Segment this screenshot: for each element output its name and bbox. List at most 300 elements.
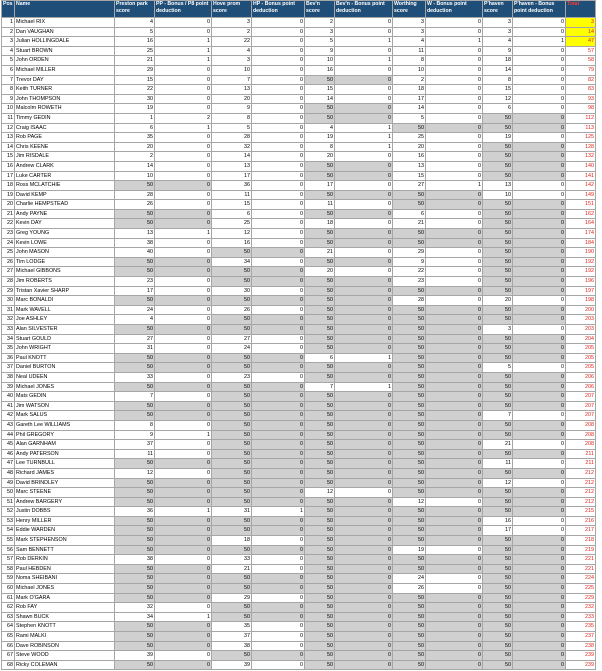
table-row[interactable] <box>2 46 596 56</box>
cell-worthing-score[interactable]: 5 <box>393 113 426 123</box>
cell-ph-score[interactable]: 20 <box>483 296 513 306</box>
cell-hp-bonus[interactable]: 0 <box>252 104 305 114</box>
cell-bev-bonus[interactable]: 0 <box>335 372 393 382</box>
cell-pp-score[interactable]: 50 <box>115 536 155 546</box>
cell-total[interactable]: 141 <box>566 171 596 181</box>
cell-pp-bonus[interactable]: 0 <box>155 94 212 104</box>
cell-w-bonus[interactable]: 0 <box>426 651 483 661</box>
cell-total[interactable]: 211 <box>566 449 596 459</box>
cell-hove-score[interactable]: 50 <box>212 411 252 421</box>
cell-pp-bonus[interactable]: 0 <box>155 632 212 642</box>
cell-name[interactable]: Rami MALKI <box>15 632 115 642</box>
cell-hp-bonus[interactable]: 0 <box>252 382 305 392</box>
cell-ph-score[interactable]: 19 <box>483 133 513 143</box>
cell-name[interactable]: Andrew BARGERY <box>15 497 115 507</box>
cell-bev-bonus[interactable]: 0 <box>335 190 393 200</box>
cell-ph-bonus[interactable]: 0 <box>513 171 566 181</box>
cell-ph-score[interactable]: 50 <box>483 209 513 219</box>
cell-pp-score[interactable]: 5 <box>115 27 155 37</box>
cell-worthing-score[interactable]: 10 <box>393 65 426 75</box>
cell-hp-bonus[interactable]: 0 <box>252 593 305 603</box>
cell-bev-score[interactable]: 50 <box>305 497 335 507</box>
cell-hp-bonus[interactable]: 0 <box>252 488 305 498</box>
table-row[interactable] <box>2 449 596 459</box>
cell-bev-bonus[interactable]: 0 <box>335 459 393 469</box>
cell-pp-bonus[interactable]: 0 <box>155 65 212 75</box>
cell-bev-score[interactable]: 7 <box>305 382 335 392</box>
cell-pos[interactable]: 45 <box>2 440 15 450</box>
cell-bev-bonus[interactable]: 1 <box>335 37 393 47</box>
cell-w-bonus[interactable]: 0 <box>426 516 483 526</box>
cell-ph-score[interactable]: 50 <box>483 660 513 670</box>
cell-ph-score[interactable]: 5 <box>483 363 513 373</box>
cell-total[interactable]: 200 <box>566 305 596 315</box>
table-row[interactable] <box>2 536 596 546</box>
cell-pp-score[interactable]: 22 <box>115 85 155 95</box>
cell-bev-score[interactable]: 50 <box>305 209 335 219</box>
cell-pp-bonus[interactable]: 0 <box>155 593 212 603</box>
cell-bev-score[interactable]: 50 <box>305 238 335 248</box>
cell-worthing-score[interactable]: 8 <box>393 56 426 66</box>
cell-pp-score[interactable]: 11 <box>115 449 155 459</box>
cell-pos[interactable]: 6 <box>2 65 15 75</box>
cell-pos[interactable]: 27 <box>2 267 15 277</box>
cell-bev-bonus[interactable]: 0 <box>335 641 393 651</box>
cell-w-bonus[interactable]: 0 <box>426 411 483 421</box>
table-row[interactable] <box>2 161 596 171</box>
cell-name[interactable]: Ross MCLATCHIE <box>15 181 115 191</box>
table-row[interactable] <box>2 555 596 565</box>
cell-ph-bonus[interactable]: 0 <box>513 660 566 670</box>
cell-ph-score[interactable]: 50 <box>483 267 513 277</box>
cell-ph-bonus[interactable]: 0 <box>513 152 566 162</box>
cell-name[interactable]: Alan GARNHAM <box>15 440 115 450</box>
cell-ph-bonus[interactable]: 0 <box>513 94 566 104</box>
cell-w-bonus[interactable]: 0 <box>426 190 483 200</box>
cell-total[interactable]: 149 <box>566 190 596 200</box>
cell-w-bonus[interactable]: 0 <box>426 536 483 546</box>
cell-hp-bonus[interactable]: 0 <box>252 459 305 469</box>
cell-hove-score[interactable]: 32 <box>212 142 252 152</box>
cell-hove-score[interactable]: 50 <box>212 420 252 430</box>
cell-w-bonus[interactable]: 1 <box>426 181 483 191</box>
cell-pp-score[interactable]: 16 <box>115 37 155 47</box>
cell-pp-score[interactable]: 4 <box>115 315 155 325</box>
cell-hove-score[interactable]: 50 <box>212 363 252 373</box>
cell-pp-bonus[interactable]: 0 <box>155 372 212 382</box>
table-row[interactable] <box>2 334 596 344</box>
cell-hp-bonus[interactable]: 0 <box>252 344 305 354</box>
cell-worthing-score[interactable]: 50 <box>393 238 426 248</box>
table-row[interactable] <box>2 545 596 555</box>
cell-w-bonus[interactable]: 0 <box>426 238 483 248</box>
cell-bev-score[interactable]: 50 <box>305 392 335 402</box>
cell-bev-score[interactable]: 50 <box>305 229 335 239</box>
cell-name[interactable]: Tim LODGE <box>15 257 115 267</box>
cell-worthing-score[interactable]: 50 <box>393 353 426 363</box>
cell-ph-bonus[interactable]: 0 <box>513 392 566 402</box>
cell-bev-bonus[interactable]: 0 <box>335 296 393 306</box>
cell-name[interactable]: John WRIGHT <box>15 344 115 354</box>
cell-bev-bonus[interactable]: 1 <box>335 382 393 392</box>
table-row[interactable] <box>2 325 596 335</box>
cell-worthing-score[interactable]: 50 <box>393 440 426 450</box>
cell-hp-bonus[interactable]: 0 <box>252 219 305 229</box>
cell-total[interactable]: 211 <box>566 459 596 469</box>
cell-name[interactable]: Joe ASHLEY <box>15 315 115 325</box>
cell-ph-score[interactable]: 50 <box>483 622 513 632</box>
cell-w-bonus[interactable]: 0 <box>426 75 483 85</box>
cell-name[interactable]: John ORDEN <box>15 56 115 66</box>
cell-pp-bonus[interactable]: 0 <box>155 401 212 411</box>
cell-hp-bonus[interactable]: 0 <box>252 257 305 267</box>
cell-hp-bonus[interactable]: 0 <box>252 315 305 325</box>
cell-hp-bonus[interactable]: 0 <box>252 190 305 200</box>
cell-ph-score[interactable]: 50 <box>483 315 513 325</box>
cell-worthing-score[interactable]: 50 <box>393 411 426 421</box>
cell-pos[interactable]: 5 <box>2 56 15 66</box>
cell-w-bonus[interactable]: 0 <box>426 641 483 651</box>
cell-hp-bonus[interactable]: 0 <box>252 632 305 642</box>
cell-total[interactable]: 212 <box>566 488 596 498</box>
cell-hove-score[interactable]: 11 <box>212 190 252 200</box>
cell-hp-bonus[interactable]: 0 <box>252 94 305 104</box>
cell-hp-bonus[interactable]: 0 <box>252 363 305 373</box>
cell-pos[interactable]: 23 <box>2 229 15 239</box>
cell-bev-score[interactable]: 50 <box>305 536 335 546</box>
cell-pos[interactable]: 2 <box>2 27 15 37</box>
cell-bev-score[interactable]: 50 <box>305 305 335 315</box>
cell-bev-bonus[interactable]: 0 <box>335 507 393 517</box>
cell-bev-bonus[interactable]: 0 <box>335 46 393 56</box>
cell-hp-bonus[interactable]: 0 <box>252 545 305 555</box>
cell-ph-score[interactable]: 10 <box>483 190 513 200</box>
cell-bev-score[interactable]: 50 <box>305 641 335 651</box>
cell-name[interactable]: Phil GREGORY <box>15 430 115 440</box>
cell-total[interactable]: 198 <box>566 296 596 306</box>
cell-worthing-score[interactable]: 50 <box>393 516 426 526</box>
cell-w-bonus[interactable]: 0 <box>426 152 483 162</box>
cell-pp-score[interactable]: 40 <box>115 248 155 258</box>
cell-worthing-score[interactable]: 50 <box>393 660 426 670</box>
cell-ph-score[interactable]: 9 <box>483 46 513 56</box>
cell-hove-score[interactable]: 24 <box>212 344 252 354</box>
cell-bev-score[interactable]: 50 <box>305 622 335 632</box>
cell-bev-bonus[interactable]: 0 <box>335 257 393 267</box>
col-header-total[interactable]: Total <box>566 1 596 18</box>
cell-hp-bonus[interactable]: 0 <box>252 401 305 411</box>
cell-worthing-score[interactable]: 50 <box>393 334 426 344</box>
cell-pos[interactable]: 1 <box>2 18 15 28</box>
cell-bev-bonus[interactable]: 0 <box>335 401 393 411</box>
cell-pp-bonus[interactable]: 0 <box>155 574 212 584</box>
cell-pp-bonus[interactable]: 0 <box>155 488 212 498</box>
table-row[interactable] <box>2 344 596 354</box>
cell-w-bonus[interactable]: 0 <box>426 171 483 181</box>
cell-name[interactable]: Rob FAY <box>15 603 115 613</box>
cell-bev-bonus[interactable]: 0 <box>335 564 393 574</box>
cell-name[interactable]: Malcolm ROWETH <box>15 104 115 114</box>
cell-pp-bonus[interactable]: 0 <box>155 27 212 37</box>
cell-hove-score[interactable]: 4 <box>212 46 252 56</box>
cell-worthing-score[interactable]: 19 <box>393 545 426 555</box>
cell-hp-bonus[interactable]: 0 <box>252 152 305 162</box>
cell-ph-bonus[interactable]: 0 <box>513 468 566 478</box>
cell-pos[interactable]: 50 <box>2 488 15 498</box>
cell-name[interactable]: Gareth Lee WILLIAMS <box>15 420 115 430</box>
cell-bev-score[interactable]: 50 <box>305 632 335 642</box>
cell-ph-score[interactable]: 15 <box>483 85 513 95</box>
cell-ph-bonus[interactable]: 0 <box>513 526 566 536</box>
cell-ph-score[interactable]: 50 <box>483 123 513 133</box>
cell-bev-score[interactable]: 50 <box>305 363 335 373</box>
cell-hp-bonus[interactable]: 0 <box>252 516 305 526</box>
cell-hp-bonus[interactable]: 0 <box>252 555 305 565</box>
cell-pp-bonus[interactable]: 0 <box>155 468 212 478</box>
table-row[interactable] <box>2 468 596 478</box>
cell-worthing-score[interactable]: 50 <box>393 622 426 632</box>
cell-bev-bonus[interactable]: 0 <box>335 622 393 632</box>
cell-worthing-score[interactable]: 50 <box>393 392 426 402</box>
cell-name[interactable]: Stuart BROWN <box>15 46 115 56</box>
table-row[interactable] <box>2 75 596 85</box>
cell-ph-bonus[interactable]: 0 <box>513 133 566 143</box>
cell-pos[interactable]: 38 <box>2 372 15 382</box>
cell-total[interactable]: 125 <box>566 133 596 143</box>
cell-w-bonus[interactable]: 0 <box>426 104 483 114</box>
cell-total[interactable]: 217 <box>566 526 596 536</box>
cell-worthing-score[interactable]: 50 <box>393 200 426 210</box>
cell-pp-score[interactable]: 23 <box>115 277 155 287</box>
cell-total[interactable]: 162 <box>566 209 596 219</box>
cell-pp-score[interactable]: 6 <box>115 123 155 133</box>
table-row[interactable] <box>2 229 596 239</box>
cell-pp-score[interactable]: 15 <box>115 75 155 85</box>
cell-name[interactable]: Charlie HEMPSTEAD <box>15 200 115 210</box>
cell-ph-score[interactable]: 6 <box>483 104 513 114</box>
cell-pp-score[interactable]: 50 <box>115 382 155 392</box>
cell-pp-bonus[interactable]: 0 <box>155 641 212 651</box>
cell-bev-bonus[interactable]: 0 <box>335 171 393 181</box>
cell-pos[interactable]: 61 <box>2 593 15 603</box>
table-row[interactable] <box>2 190 596 200</box>
cell-bev-score[interactable]: 50 <box>305 564 335 574</box>
cell-name[interactable]: Marc STEENE <box>15 488 115 498</box>
cell-pos[interactable]: 18 <box>2 181 15 191</box>
cell-worthing-score[interactable]: 50 <box>393 641 426 651</box>
cell-bev-bonus[interactable]: 0 <box>335 18 393 28</box>
cell-bev-score[interactable]: 50 <box>305 459 335 469</box>
cell-pp-bonus[interactable]: 1 <box>155 229 212 239</box>
cell-worthing-score[interactable]: 28 <box>393 296 426 306</box>
cell-hove-score[interactable]: 50 <box>212 353 252 363</box>
cell-worthing-score[interactable]: 29 <box>393 248 426 258</box>
cell-ph-bonus[interactable]: 0 <box>513 305 566 315</box>
cell-bev-score[interactable]: 50 <box>305 334 335 344</box>
cell-w-bonus[interactable]: 0 <box>426 401 483 411</box>
cell-hove-score[interactable]: 28 <box>212 133 252 143</box>
cell-total[interactable]: 212 <box>566 497 596 507</box>
table-row[interactable] <box>2 56 596 66</box>
cell-total[interactable]: 14 <box>566 27 596 37</box>
cell-ph-score[interactable]: 50 <box>483 152 513 162</box>
cell-ph-score[interactable]: 50 <box>483 305 513 315</box>
cell-hove-score[interactable]: 17 <box>212 171 252 181</box>
cell-w-bonus[interactable]: 0 <box>426 18 483 28</box>
cell-bev-score[interactable]: 50 <box>305 344 335 354</box>
cell-hove-score[interactable]: 7 <box>212 75 252 85</box>
cell-total[interactable]: 239 <box>566 651 596 661</box>
cell-name[interactable]: Timmy GEDIN <box>15 113 115 123</box>
cell-name[interactable]: Mark O'GARA <box>15 593 115 603</box>
cell-w-bonus[interactable]: 0 <box>426 315 483 325</box>
cell-total[interactable]: 212 <box>566 478 596 488</box>
cell-ph-bonus[interactable]: 0 <box>513 574 566 584</box>
cell-hove-score[interactable]: 2 <box>212 27 252 37</box>
cell-ph-bonus[interactable]: 0 <box>513 161 566 171</box>
cell-name[interactable]: Luke CARTER <box>15 171 115 181</box>
cell-bev-bonus[interactable]: 0 <box>335 104 393 114</box>
cell-ph-bonus[interactable]: 0 <box>513 651 566 661</box>
cell-ph-bonus[interactable]: 0 <box>513 229 566 239</box>
cell-hp-bonus[interactable]: 0 <box>252 209 305 219</box>
cell-bev-score[interactable]: 50 <box>305 440 335 450</box>
cell-bev-score[interactable]: 9 <box>305 46 335 56</box>
cell-bev-score[interactable]: 50 <box>305 468 335 478</box>
table-row[interactable] <box>2 27 596 37</box>
cell-w-bonus[interactable]: 1 <box>426 37 483 47</box>
cell-ph-score[interactable]: 21 <box>483 440 513 450</box>
cell-hp-bonus[interactable]: 0 <box>252 85 305 95</box>
cell-pos[interactable]: 35 <box>2 344 15 354</box>
cell-pp-score[interactable]: 50 <box>115 401 155 411</box>
cell-pp-score[interactable]: 4 <box>115 18 155 28</box>
cell-pos[interactable]: 16 <box>2 161 15 171</box>
cell-w-bonus[interactable]: 0 <box>426 267 483 277</box>
cell-bev-score[interactable]: 50 <box>305 593 335 603</box>
cell-ph-score[interactable]: 50 <box>483 219 513 229</box>
cell-name[interactable]: David BRINDLEY <box>15 478 115 488</box>
cell-ph-score[interactable]: 50 <box>483 564 513 574</box>
cell-w-bonus[interactable]: 0 <box>426 449 483 459</box>
cell-worthing-score[interactable]: 11 <box>393 46 426 56</box>
cell-w-bonus[interactable]: 0 <box>426 200 483 210</box>
cell-name[interactable]: Stuart GOULD <box>15 334 115 344</box>
cell-pp-score[interactable]: 36 <box>115 507 155 517</box>
cell-worthing-score[interactable]: 50 <box>393 632 426 642</box>
cell-worthing-score[interactable]: 50 <box>393 564 426 574</box>
cell-pp-score[interactable]: 50 <box>115 209 155 219</box>
cell-name[interactable]: Michael MILLER <box>15 65 115 75</box>
cell-hove-score[interactable]: 50 <box>212 526 252 536</box>
cell-name[interactable]: Greg YOUNG <box>15 229 115 239</box>
table-row[interactable] <box>2 267 596 277</box>
cell-w-bonus[interactable]: 0 <box>426 488 483 498</box>
cell-bev-bonus[interactable]: 0 <box>335 325 393 335</box>
cell-ph-bonus[interactable]: 0 <box>513 18 566 28</box>
cell-w-bonus[interactable]: 0 <box>426 497 483 507</box>
cell-hove-score[interactable]: 30 <box>212 286 252 296</box>
cell-worthing-score[interactable]: 50 <box>393 612 426 622</box>
cell-hp-bonus[interactable]: 0 <box>252 113 305 123</box>
cell-pos[interactable]: 41 <box>2 401 15 411</box>
cell-pp-score[interactable]: 17 <box>115 286 155 296</box>
cell-pp-score[interactable]: 33 <box>115 372 155 382</box>
cell-total[interactable]: 113 <box>566 123 596 133</box>
cell-name[interactable]: Kevin LOWE <box>15 238 115 248</box>
cell-pp-bonus[interactable]: 0 <box>155 286 212 296</box>
cell-pp-score[interactable]: 31 <box>115 344 155 354</box>
cell-ph-bonus[interactable]: 0 <box>513 459 566 469</box>
cell-pp-bonus[interactable]: 0 <box>155 161 212 171</box>
cell-pp-bonus[interactable]: 0 <box>155 411 212 421</box>
cell-hp-bonus[interactable]: 0 <box>252 603 305 613</box>
cell-w-bonus[interactable]: 0 <box>426 372 483 382</box>
cell-pp-score[interactable]: 50 <box>115 353 155 363</box>
cell-name[interactable]: Jim ROBERTS <box>15 277 115 287</box>
cell-bev-score[interactable]: 10 <box>305 56 335 66</box>
table-row[interactable] <box>2 507 596 517</box>
cell-pp-score[interactable]: 20 <box>115 142 155 152</box>
col-header-bev-bonus[interactable]: Bev'n - Bonus point deduction <box>335 1 393 18</box>
cell-bev-score[interactable]: 20 <box>305 267 335 277</box>
cell-name[interactable]: Jim RISDALE <box>15 152 115 162</box>
col-header-w-bonus[interactable]: W - Bonus point deduction <box>426 1 483 18</box>
cell-pos[interactable]: 48 <box>2 468 15 478</box>
cell-pp-score[interactable]: 50 <box>115 641 155 651</box>
cell-ph-score[interactable]: 18 <box>483 56 513 66</box>
cell-pp-score[interactable]: 24 <box>115 305 155 315</box>
cell-bev-score[interactable]: 50 <box>305 507 335 517</box>
cell-hove-score[interactable]: 3 <box>212 56 252 66</box>
cell-pp-bonus[interactable]: 0 <box>155 478 212 488</box>
cell-ph-score[interactable]: 50 <box>483 334 513 344</box>
cell-w-bonus[interactable]: 0 <box>426 56 483 66</box>
cell-ph-bonus[interactable]: 0 <box>513 497 566 507</box>
cell-name[interactable]: Justin DOBBS <box>15 507 115 517</box>
cell-bev-score[interactable]: 18 <box>305 219 335 229</box>
table-row[interactable] <box>2 200 596 210</box>
cell-w-bonus[interactable]: 0 <box>426 46 483 56</box>
table-row[interactable] <box>2 420 596 430</box>
cell-pp-bonus[interactable]: 0 <box>155 325 212 335</box>
cell-ph-score[interactable]: 14 <box>483 65 513 75</box>
cell-pos[interactable]: 3 <box>2 37 15 47</box>
cell-hove-score[interactable]: 50 <box>212 584 252 594</box>
table-row[interactable] <box>2 286 596 296</box>
cell-ph-bonus[interactable]: 0 <box>513 296 566 306</box>
cell-bev-score[interactable]: 12 <box>305 488 335 498</box>
cell-ph-bonus[interactable]: 0 <box>513 325 566 335</box>
col-header-ph-score[interactable]: P'haven score <box>483 1 513 18</box>
cell-bev-score[interactable]: 50 <box>305 315 335 325</box>
cell-pp-bonus[interactable]: 0 <box>155 440 212 450</box>
cell-bev-bonus[interactable]: 0 <box>335 411 393 421</box>
cell-bev-score[interactable]: 50 <box>305 190 335 200</box>
table-row[interactable] <box>2 142 596 152</box>
cell-bev-bonus[interactable]: 0 <box>335 75 393 85</box>
cell-ph-bonus[interactable]: 0 <box>513 382 566 392</box>
cell-ph-score[interactable]: 50 <box>483 372 513 382</box>
cell-hp-bonus[interactable]: 0 <box>252 142 305 152</box>
cell-worthing-score[interactable]: 4 <box>393 37 426 47</box>
cell-bev-bonus[interactable]: 0 <box>335 555 393 565</box>
cell-name[interactable]: Ricky COLEMAN <box>15 660 115 670</box>
cell-hove-score[interactable]: 50 <box>212 430 252 440</box>
cell-total[interactable]: 132 <box>566 152 596 162</box>
cell-total[interactable]: 221 <box>566 564 596 574</box>
cell-pos[interactable]: 44 <box>2 430 15 440</box>
